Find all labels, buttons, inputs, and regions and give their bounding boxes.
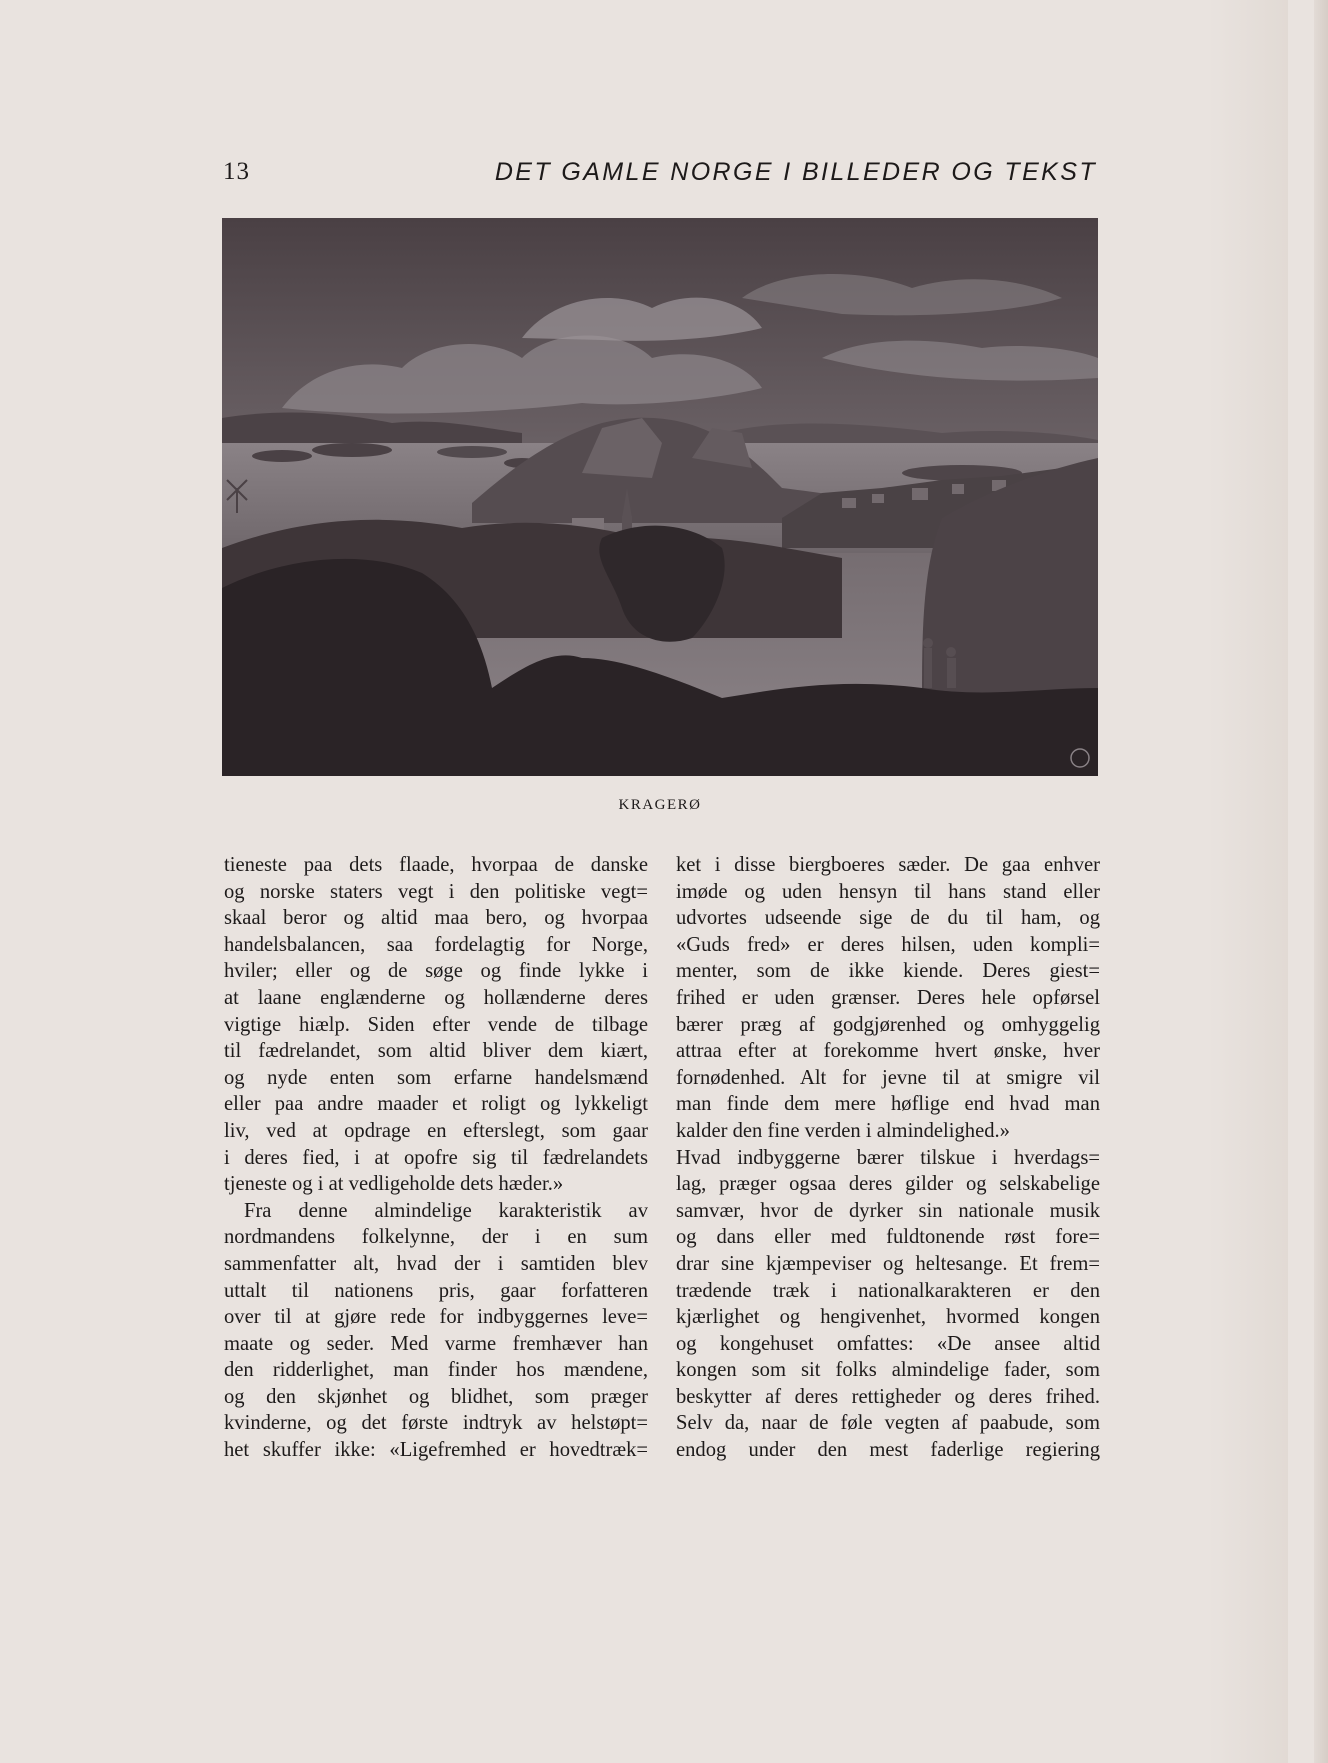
text-line: kvinderne, og det første indtryk av helstøpt= bbox=[224, 1412, 648, 1435]
text-line: endog under den mest faderlige regiering bbox=[676, 1439, 1100, 1462]
text-line: sammenfatter alt, hvad der i samtiden blev bbox=[224, 1252, 648, 1275]
text-line: fornødenhed. Alt for jevne til at smigre vil bbox=[676, 1066, 1100, 1089]
text-column-left bbox=[224, 852, 648, 1464]
text-line: imøde og uden hensyn til hans stand eller bbox=[676, 880, 1100, 903]
text-line: kalder den fine verden i almindelighed.» bbox=[676, 1119, 1010, 1142]
text-line: beskytter af deres rettigheder og deres frihed. bbox=[676, 1385, 1100, 1408]
text-line: handelsbalancen, saa fordelagtig for Norge, bbox=[224, 933, 648, 956]
text-line: tieneste paa dets flaade, hvorpaa de danske bbox=[224, 854, 648, 876]
text-line: at laane englænderne og hollænderne deres bbox=[224, 986, 648, 1009]
body-text bbox=[224, 852, 1100, 1472]
text-line: eller paa andre maader et roligt og lykkeligt bbox=[224, 1093, 648, 1116]
text-line: kjærlighet og hengivenhet, hvormed kongen bbox=[676, 1306, 1100, 1329]
text-line: drar sine kjæmpeviser og heltesange. Et frem= bbox=[676, 1252, 1100, 1275]
text-line: til fædrelandet, som altid bliver dem kiært, bbox=[224, 1040, 648, 1063]
text-line: Fra denne almindelige karakteristik av bbox=[244, 1199, 648, 1222]
text-line: udvortes udseende sige de du til ham, og bbox=[676, 907, 1100, 930]
text-line: Selv da, naar de føle vegten af paabude, som bbox=[676, 1412, 1100, 1435]
text-line: i deres fied, i at opofre sig til fædrelandets bbox=[224, 1146, 648, 1169]
text-line: den ridderlighet, man finder hos mændene, bbox=[224, 1359, 648, 1382]
text-line: og dans eller med fuldtonende røst fore= bbox=[676, 1226, 1100, 1249]
text-line: liv, ved at opdrage en efterslegt, som gaar bbox=[224, 1119, 648, 1142]
text-line: tjeneste og i at vedligeholde dets hæder.» bbox=[224, 1173, 564, 1196]
text-line: Hvad indbyggerne bærer tilskue i hverdags= bbox=[676, 1146, 1100, 1169]
text-line: over til at gjøre rede for indbyggernes leve= bbox=[224, 1306, 648, 1329]
text-line: vigtige hiælp. Siden efter vende de tilbage bbox=[224, 1013, 648, 1036]
engraving-illustration bbox=[222, 218, 1098, 776]
text-line: skaal beror og altid maa bero, og hvorpaa bbox=[224, 907, 648, 930]
text-line: og nyde enten som erfarne handelsmænd bbox=[224, 1066, 648, 1089]
text-column-right bbox=[676, 852, 1100, 1464]
text-line: man finde dem mere høflige end hvad man bbox=[676, 1093, 1100, 1116]
page-shading bbox=[1208, 0, 1288, 1763]
text-line: lag, præger ogsaa deres gilder og selskabelige bbox=[676, 1173, 1100, 1196]
text-line: uttalt til nationens pris, gaar forfatteren bbox=[224, 1279, 648, 1302]
text-line: trædende træk i nationalkarakteren er den bbox=[676, 1279, 1100, 1302]
text-line: og norske staters vegt i den politiske vegt= bbox=[224, 880, 648, 903]
text-line: og den skjønhet og blidhet, som præger bbox=[224, 1385, 648, 1408]
text-line: het skuffer ikke: «Ligefremhed er hovedtræk= bbox=[224, 1439, 648, 1462]
text-line: attraa efter at forekomme hvert ønske, hver bbox=[676, 1040, 1100, 1063]
text-line: frihed er uden grænser. Deres hele opførsel bbox=[676, 986, 1100, 1009]
page-edge bbox=[1314, 0, 1328, 1763]
text-line: maate og seder. Med varme fremhæver han bbox=[224, 1332, 648, 1355]
plate-caption: KRAGERØ bbox=[618, 797, 702, 813]
text-line: menter, som de ikke kiende. Deres giest= bbox=[676, 960, 1100, 983]
text-line: bærer præg af godgjørenhed og omhyggelig bbox=[676, 1013, 1100, 1036]
text-line: kongen som sit folks almindelige fader, som bbox=[676, 1359, 1100, 1382]
text-line: hviler; eller og de søge og finde lykke i bbox=[224, 960, 648, 983]
running-title: DET GAMLE NORGE I BILLEDER OG TEKST bbox=[494, 158, 1097, 186]
page-header bbox=[223, 158, 1097, 192]
text-line: ket i disse biergboeres sæder. De gaa enhver bbox=[676, 854, 1100, 876]
page-number: 13 bbox=[223, 158, 250, 185]
text-line: og kongehuset omfattes: «De ansee altid bbox=[676, 1332, 1100, 1355]
text-line: «Guds fred» er deres hilsen, uden kompli= bbox=[676, 933, 1100, 956]
landscape-engraving bbox=[222, 218, 1098, 776]
text-line: samvær, hvor de dyrker sin nationale musik bbox=[676, 1199, 1100, 1222]
text-line: nordmandens folkelynne, der i en sum bbox=[224, 1226, 648, 1249]
